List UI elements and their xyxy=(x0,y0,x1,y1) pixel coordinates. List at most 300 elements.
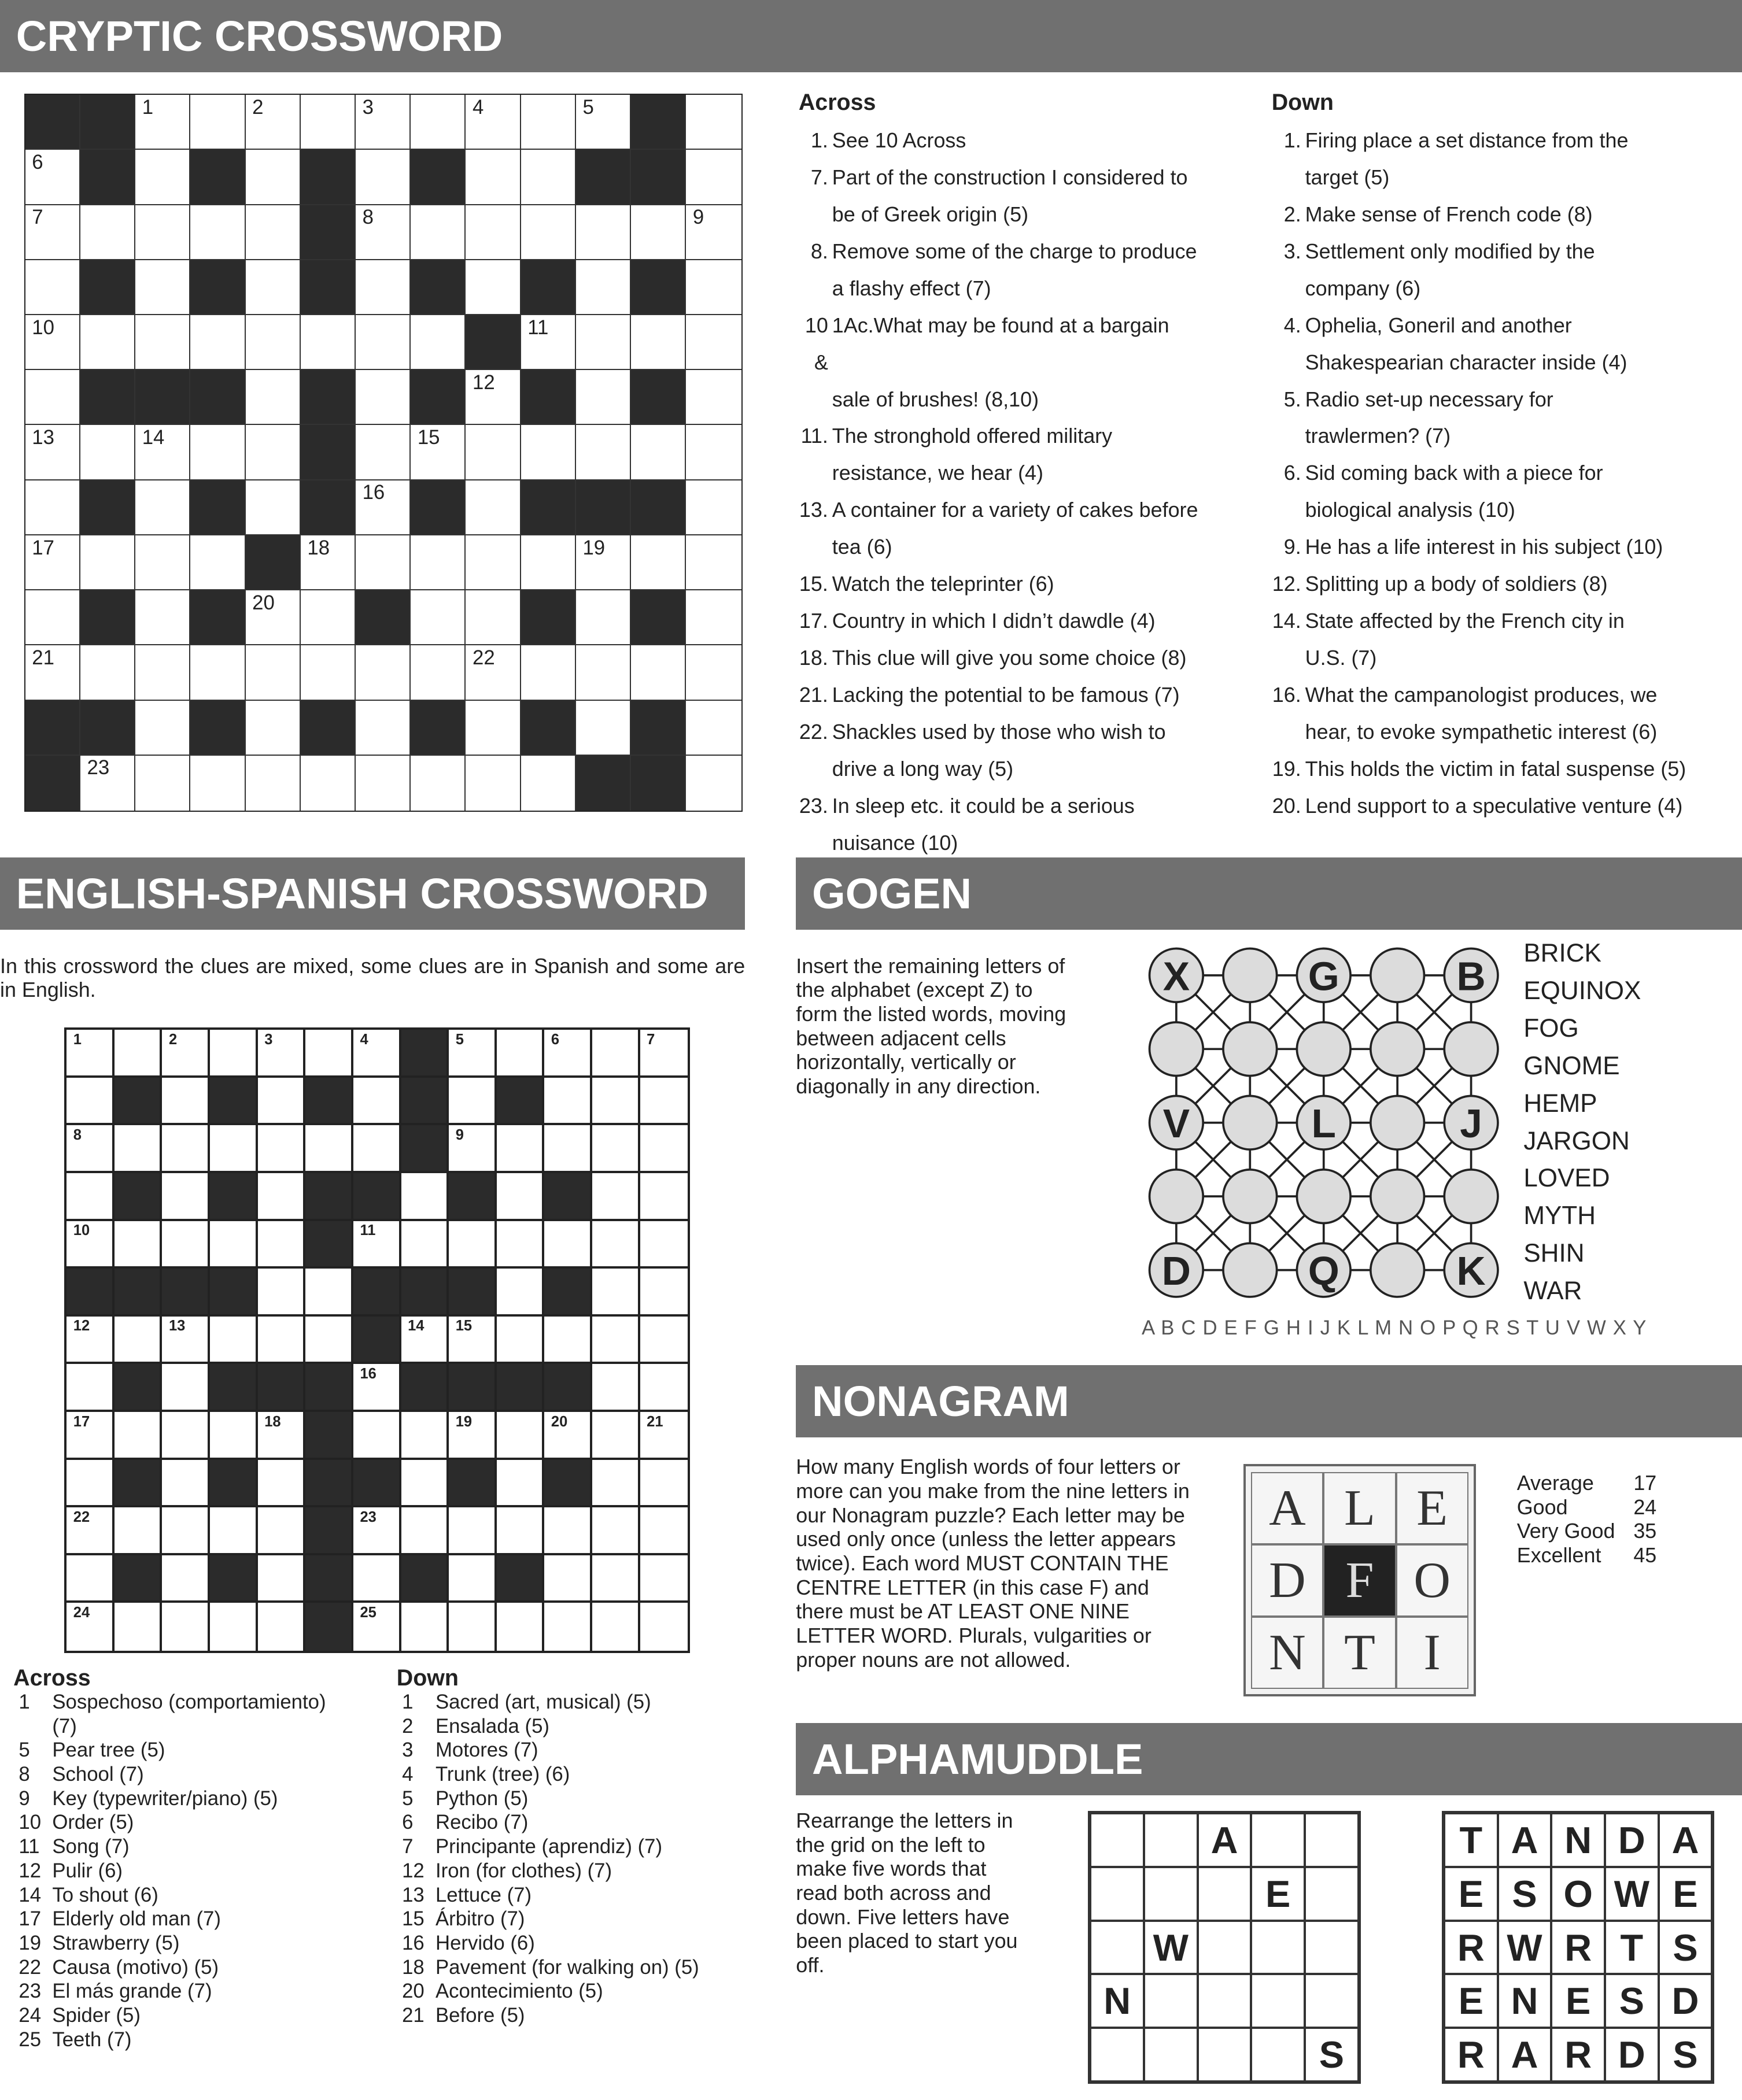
grid-cell[interactable] xyxy=(449,1507,497,1555)
grid-cell[interactable] xyxy=(592,1364,640,1412)
grid-cell[interactable] xyxy=(190,425,245,480)
grid-cell[interactable] xyxy=(258,1555,306,1603)
grid-cell[interactable] xyxy=(356,260,411,315)
grid-cell[interactable] xyxy=(301,590,356,645)
black-cell xyxy=(401,1555,449,1603)
alphamuddle-cell[interactable] xyxy=(1198,1921,1252,1975)
grid-cell[interactable] xyxy=(258,1460,306,1508)
grid-cell[interactable] xyxy=(80,425,135,480)
grid-cell[interactable] xyxy=(258,1030,306,1078)
clue-line xyxy=(397,1907,785,1932)
gogen-cell[interactable] xyxy=(1371,1096,1424,1149)
grid-cell[interactable] xyxy=(162,1603,210,1651)
grid-cell[interactable] xyxy=(80,315,135,370)
grid-cell[interactable] xyxy=(592,1507,640,1555)
grid-cell[interactable] xyxy=(411,756,466,811)
grid-cell[interactable] xyxy=(592,1078,640,1126)
grid-cell[interactable] xyxy=(449,1412,497,1460)
grid-cell[interactable] xyxy=(356,701,411,756)
grid-cell[interactable] xyxy=(25,535,80,590)
grid-cell[interactable] xyxy=(544,1221,592,1269)
gogen-cell[interactable] xyxy=(1223,1022,1277,1076)
gogen-cell[interactable] xyxy=(1371,1243,1424,1297)
clue-text: Causa (motivo) (5) xyxy=(52,1956,219,1979)
grid-cell[interactable] xyxy=(353,1078,401,1126)
grid-cell[interactable] xyxy=(576,370,631,425)
clue-number: 10 xyxy=(73,1222,90,1239)
grid-cell[interactable] xyxy=(686,590,741,645)
gogen-cell[interactable] xyxy=(1223,1243,1277,1297)
grid-cell[interactable] xyxy=(353,1221,401,1269)
grid-cell[interactable] xyxy=(353,1412,401,1460)
grid-cell[interactable] xyxy=(25,480,80,535)
grid-cell[interactable] xyxy=(258,1412,306,1460)
grid-cell[interactable] xyxy=(356,645,411,700)
grid-cell[interactable] xyxy=(686,535,741,590)
grid-cell[interactable] xyxy=(544,1317,592,1365)
clue-text: Pear tree (5) xyxy=(52,1739,165,1762)
grid-cell[interactable] xyxy=(246,260,301,315)
grid-cell[interactable] xyxy=(258,1507,306,1555)
grid-cell[interactable] xyxy=(301,535,356,590)
grid-cell[interactable] xyxy=(356,95,411,150)
grid-cell[interactable] xyxy=(246,480,301,535)
grid-cell[interactable] xyxy=(246,370,301,425)
grid-cell[interactable] xyxy=(258,1078,306,1126)
grid-cell[interactable] xyxy=(258,1173,306,1221)
grid-cell[interactable] xyxy=(401,1221,449,1269)
grid-cell[interactable] xyxy=(401,1507,449,1555)
grid-cell[interactable] xyxy=(210,1221,258,1269)
grid-cell[interactable] xyxy=(246,315,301,370)
alphamuddle-cell[interactable] xyxy=(1251,1813,1305,1867)
grid-cell[interactable] xyxy=(67,1603,115,1651)
grid-cell[interactable] xyxy=(640,1317,688,1365)
grid-cell[interactable] xyxy=(521,645,576,700)
grid-cell[interactable] xyxy=(135,95,190,150)
grid-cell[interactable] xyxy=(592,1125,640,1173)
gogen-cell[interactable] xyxy=(1223,1170,1277,1223)
grid-cell[interactable] xyxy=(631,315,686,370)
grid-cell[interactable] xyxy=(67,1317,115,1365)
grid-cell[interactable] xyxy=(67,1221,115,1269)
grid-cell[interactable] xyxy=(497,1269,545,1317)
grid-cell[interactable] xyxy=(356,756,411,811)
grid-cell[interactable] xyxy=(576,260,631,315)
grid-cell[interactable] xyxy=(210,1030,258,1078)
grid-cell[interactable] xyxy=(246,95,301,150)
grid-cell[interactable] xyxy=(25,150,80,205)
grid-cell[interactable] xyxy=(246,150,301,205)
grid-cell[interactable] xyxy=(576,95,631,150)
gogen-word: GNOME xyxy=(1523,1051,1620,1080)
grid-cell[interactable] xyxy=(544,1030,592,1078)
alphamuddle-cell[interactable] xyxy=(1251,1974,1305,2028)
grid-cell[interactable] xyxy=(190,95,245,150)
grid-cell[interactable] xyxy=(497,1173,545,1221)
grid-cell[interactable] xyxy=(497,1030,545,1078)
alphamuddle-cell[interactable] xyxy=(1090,1921,1144,1975)
grid-cell[interactable] xyxy=(592,1412,640,1460)
grid-cell[interactable] xyxy=(686,480,741,535)
gogen-cell[interactable] xyxy=(1297,1170,1351,1223)
grid-cell[interactable] xyxy=(190,205,245,260)
grid-cell[interactable] xyxy=(210,1412,258,1460)
grid-cell[interactable] xyxy=(162,1078,210,1126)
grid-cell[interactable] xyxy=(162,1317,210,1365)
grid-cell[interactable] xyxy=(466,150,521,205)
grid-cell[interactable] xyxy=(466,645,521,700)
grid-cell[interactable] xyxy=(497,1412,545,1460)
alphamuddle-cell[interactable]: W xyxy=(1144,1921,1198,1975)
grid-cell[interactable] xyxy=(686,370,741,425)
grid-cell[interactable] xyxy=(305,1125,353,1173)
grid-cell[interactable] xyxy=(162,1125,210,1173)
grid-cell[interactable] xyxy=(258,1317,306,1365)
grid-cell[interactable] xyxy=(449,1555,497,1603)
grid-cell[interactable] xyxy=(592,1030,640,1078)
grid-cell[interactable] xyxy=(190,645,245,700)
grid-cell[interactable] xyxy=(25,425,80,480)
grid-cell[interactable] xyxy=(640,1221,688,1269)
grid-cell[interactable] xyxy=(190,535,245,590)
grid-cell[interactable] xyxy=(576,315,631,370)
grid-cell[interactable] xyxy=(115,1603,163,1651)
grid-cell[interactable] xyxy=(686,150,741,205)
grid-cell[interactable] xyxy=(67,1173,115,1221)
grid-cell[interactable] xyxy=(67,1364,115,1412)
grid-cell[interactable] xyxy=(466,95,521,150)
alphamuddle-cell[interactable] xyxy=(1305,1867,1359,1921)
grid-cell[interactable] xyxy=(356,535,411,590)
alphamuddle-cell[interactable] xyxy=(1251,2028,1305,2081)
grid-cell[interactable] xyxy=(686,260,741,315)
grid-cell[interactable] xyxy=(521,425,576,480)
grid-cell[interactable] xyxy=(353,1555,401,1603)
grid-cell[interactable] xyxy=(210,1317,258,1365)
alphamuddle-letter: N xyxy=(1498,1974,1552,2028)
black-cell xyxy=(521,480,576,535)
alphamuddle-cell[interactable]: N xyxy=(1090,1974,1144,2028)
grid-cell[interactable] xyxy=(686,425,741,480)
grid-cell[interactable] xyxy=(411,205,466,260)
alphamuddle-cell[interactable] xyxy=(1144,1974,1198,2028)
grid-cell[interactable] xyxy=(544,1603,592,1651)
grid-cell[interactable] xyxy=(305,1269,353,1317)
grid-cell[interactable] xyxy=(466,370,521,425)
clue-line xyxy=(1266,602,1722,639)
alphamuddle-cell[interactable]: S xyxy=(1305,2028,1359,2081)
grid-cell[interactable] xyxy=(497,1603,545,1651)
grid-cell[interactable] xyxy=(640,1507,688,1555)
grid-cell[interactable] xyxy=(80,205,135,260)
grid-cell[interactable] xyxy=(686,756,741,811)
grid-cell[interactable] xyxy=(301,645,356,700)
grid-cell[interactable] xyxy=(449,1078,497,1126)
gogen-cell[interactable] xyxy=(1223,1096,1277,1149)
grid-cell[interactable] xyxy=(25,370,80,425)
grid-cell[interactable] xyxy=(258,1125,306,1173)
grid-cell[interactable] xyxy=(356,370,411,425)
grid-cell[interactable] xyxy=(576,535,631,590)
grid-cell[interactable] xyxy=(25,315,80,370)
alphamuddle-cell[interactable] xyxy=(1144,1813,1198,1867)
grid-cell[interactable] xyxy=(640,1125,688,1173)
grid-cell[interactable] xyxy=(497,1507,545,1555)
grid-cell[interactable] xyxy=(640,1269,688,1317)
grid-cell[interactable] xyxy=(25,645,80,700)
grid-cell[interactable] xyxy=(301,315,356,370)
grid-cell[interactable] xyxy=(135,425,190,480)
grid-cell[interactable] xyxy=(135,260,190,315)
grid-cell[interactable] xyxy=(521,756,576,811)
grid-cell[interactable] xyxy=(521,535,576,590)
grid-cell[interactable] xyxy=(640,1460,688,1508)
grid-cell[interactable] xyxy=(115,1030,163,1078)
grid-cell[interactable] xyxy=(466,260,521,315)
grid-cell[interactable] xyxy=(592,1221,640,1269)
grid-cell[interactable] xyxy=(449,1317,497,1365)
black-cell xyxy=(115,1078,163,1126)
grid-cell[interactable] xyxy=(80,645,135,700)
grid-cell[interactable] xyxy=(592,1555,640,1603)
grid-cell[interactable] xyxy=(640,1364,688,1412)
grid-cell[interactable] xyxy=(411,535,466,590)
gogen-cell[interactable] xyxy=(1150,1022,1204,1076)
alphamuddle-cell[interactable] xyxy=(1090,2028,1144,2081)
grid-cell[interactable] xyxy=(353,1603,401,1651)
grid-cell[interactable] xyxy=(449,1603,497,1651)
grid-cell[interactable] xyxy=(190,315,245,370)
clue-line xyxy=(1266,565,1722,602)
grid-cell[interactable] xyxy=(686,701,741,756)
grid-cell[interactable] xyxy=(115,1412,163,1460)
grid-cell[interactable] xyxy=(401,1173,449,1221)
grid-cell[interactable] xyxy=(592,1603,640,1651)
grid-cell[interactable] xyxy=(80,756,135,811)
alphamuddle-cell[interactable] xyxy=(1090,1813,1144,1867)
grid-cell[interactable] xyxy=(592,1317,640,1365)
grid-cell[interactable] xyxy=(356,425,411,480)
gogen-cell[interactable] xyxy=(1445,1170,1499,1223)
grid-cell[interactable] xyxy=(246,425,301,480)
grid-cell[interactable] xyxy=(67,1078,115,1126)
grid-cell[interactable] xyxy=(449,1125,497,1173)
grid-cell[interactable] xyxy=(135,205,190,260)
grid-cell[interactable] xyxy=(576,701,631,756)
alphamuddle-letter: T xyxy=(1605,1921,1659,1975)
grid-cell[interactable] xyxy=(466,425,521,480)
grid-cell[interactable] xyxy=(135,480,190,535)
grid-cell[interactable] xyxy=(640,1078,688,1126)
grid-cell[interactable] xyxy=(576,425,631,480)
grid-cell[interactable] xyxy=(401,1603,449,1651)
grid-cell[interactable] xyxy=(592,1460,640,1508)
grid-cell[interactable] xyxy=(115,1125,163,1173)
gogen-cell[interactable] xyxy=(1371,948,1424,1002)
grid-cell[interactable] xyxy=(135,315,190,370)
alphamuddle-cell[interactable] xyxy=(1251,1921,1305,1975)
grid-cell[interactable] xyxy=(544,1555,592,1603)
grid-cell[interactable] xyxy=(210,1603,258,1651)
gogen-cell[interactable] xyxy=(1223,948,1277,1002)
grid-cell[interactable] xyxy=(80,535,135,590)
grid-cell[interactable] xyxy=(631,535,686,590)
grid-cell[interactable] xyxy=(497,1221,545,1269)
grid-cell[interactable] xyxy=(576,590,631,645)
grid-cell[interactable] xyxy=(497,1317,545,1365)
grid-cell[interactable] xyxy=(631,425,686,480)
grid-cell[interactable] xyxy=(258,1603,306,1651)
grid-cell[interactable] xyxy=(497,1460,545,1508)
grid-cell[interactable] xyxy=(631,645,686,700)
alphamuddle-cell[interactable] xyxy=(1198,1867,1252,1921)
grid-cell[interactable] xyxy=(67,1125,115,1173)
alphamuddle-cell[interactable]: E xyxy=(1251,1867,1305,1921)
alphamuddle-cell[interactable] xyxy=(1305,1974,1359,2028)
grid-cell[interactable] xyxy=(135,701,190,756)
grid-cell[interactable] xyxy=(115,1221,163,1269)
grid-cell[interactable] xyxy=(640,1412,688,1460)
grid-cell[interactable] xyxy=(576,205,631,260)
grid-cell[interactable] xyxy=(67,1555,115,1603)
grid-cell[interactable] xyxy=(135,150,190,205)
grid-cell[interactable] xyxy=(356,315,411,370)
grid-cell[interactable] xyxy=(246,590,301,645)
grid-cell[interactable] xyxy=(353,1507,401,1555)
grid-cell[interactable] xyxy=(544,1412,592,1460)
grid-cell[interactable] xyxy=(401,1412,449,1460)
alphamuddle-cell[interactable] xyxy=(1144,2028,1198,2081)
grid-cell[interactable] xyxy=(353,1125,401,1173)
grid-cell[interactable] xyxy=(25,260,80,315)
grid-cell[interactable] xyxy=(353,1030,401,1078)
grid-cell[interactable] xyxy=(640,1030,688,1078)
grid-cell[interactable] xyxy=(246,205,301,260)
grid-cell[interactable] xyxy=(25,205,80,260)
grid-cell[interactable] xyxy=(25,590,80,645)
grid-cell[interactable] xyxy=(401,1317,449,1365)
gogen-cell[interactable] xyxy=(1297,1022,1351,1076)
grid-cell[interactable] xyxy=(592,1269,640,1317)
grid-cell[interactable] xyxy=(162,1507,210,1555)
grid-cell[interactable] xyxy=(401,1460,449,1508)
grid-cell[interactable] xyxy=(521,150,576,205)
grid-cell[interactable] xyxy=(631,205,686,260)
grid-cell[interactable] xyxy=(640,1603,688,1651)
grid-cell[interactable] xyxy=(411,590,466,645)
grid-cell[interactable] xyxy=(135,756,190,811)
grid-cell[interactable] xyxy=(301,756,356,811)
alphamuddle-cell[interactable] xyxy=(1198,2028,1252,2081)
grid-cell[interactable] xyxy=(135,590,190,645)
grid-cell[interactable] xyxy=(576,645,631,700)
grid-cell[interactable] xyxy=(686,95,741,150)
grid-cell[interactable] xyxy=(353,1364,401,1412)
grid-cell[interactable] xyxy=(162,1460,210,1508)
grid-cell[interactable] xyxy=(115,1317,163,1365)
grid-cell[interactable] xyxy=(162,1173,210,1221)
grid-cell[interactable] xyxy=(356,205,411,260)
grid-cell[interactable] xyxy=(466,756,521,811)
grid-cell[interactable] xyxy=(210,1507,258,1555)
alphamuddle-cell[interactable] xyxy=(1144,1867,1198,1921)
grid-cell[interactable] xyxy=(521,205,576,260)
grid-cell[interactable] xyxy=(411,95,466,150)
alphamuddle-cell[interactable] xyxy=(1090,1867,1144,1921)
grid-cell[interactable] xyxy=(356,150,411,205)
grid-cell[interactable] xyxy=(246,701,301,756)
grid-cell[interactable] xyxy=(67,1412,115,1460)
grid-cell[interactable] xyxy=(258,1221,306,1269)
grid-cell[interactable] xyxy=(449,1030,497,1078)
grid-cell[interactable] xyxy=(449,1221,497,1269)
grid-cell[interactable] xyxy=(190,756,245,811)
grid-cell[interactable] xyxy=(356,480,411,535)
grid-cell[interactable] xyxy=(544,1125,592,1173)
grid-cell[interactable] xyxy=(162,1412,210,1460)
grid-cell[interactable] xyxy=(411,315,466,370)
grid-cell[interactable] xyxy=(305,1317,353,1365)
gogen-cell[interactable] xyxy=(1371,1170,1424,1223)
grid-cell[interactable] xyxy=(521,95,576,150)
grid-cell[interactable] xyxy=(544,1507,592,1555)
grid-cell[interactable] xyxy=(115,1507,163,1555)
grid-cell[interactable] xyxy=(466,535,521,590)
grid-cell[interactable] xyxy=(544,1078,592,1126)
grid-cell[interactable] xyxy=(246,645,301,700)
alphamuddle-cell[interactable] xyxy=(1305,1921,1359,1975)
grid-cell[interactable] xyxy=(640,1555,688,1603)
grid-cell[interactable] xyxy=(210,1125,258,1173)
grid-cell[interactable] xyxy=(305,1030,353,1078)
grid-cell[interactable] xyxy=(411,645,466,700)
grid-cell[interactable] xyxy=(258,1269,306,1317)
gogen-cell[interactable] xyxy=(1445,1022,1499,1076)
grid-cell[interactable] xyxy=(686,645,741,700)
grid-cell[interactable] xyxy=(466,205,521,260)
alphamuddle-cell[interactable] xyxy=(1305,1813,1359,1867)
alphamuddle-cell[interactable] xyxy=(1198,1974,1252,2028)
grid-cell[interactable] xyxy=(67,1460,115,1508)
clue-line xyxy=(397,1859,785,1884)
gogen-cell[interactable] xyxy=(1371,1022,1424,1076)
grid-cell[interactable] xyxy=(135,645,190,700)
gogen-letter: X xyxy=(1163,953,1190,999)
grid-cell[interactable] xyxy=(411,425,466,480)
grid-cell[interactable] xyxy=(686,315,741,370)
grid-cell[interactable] xyxy=(466,590,521,645)
alphamuddle-cell[interactable]: A xyxy=(1198,1813,1252,1867)
grid-cell[interactable] xyxy=(246,756,301,811)
grid-cell[interactable] xyxy=(135,535,190,590)
grid-cell[interactable] xyxy=(162,1221,210,1269)
grid-cell[interactable] xyxy=(162,1364,210,1412)
grid-cell[interactable] xyxy=(521,315,576,370)
grid-cell[interactable] xyxy=(592,1173,640,1221)
grid-cell[interactable] xyxy=(301,95,356,150)
grid-cell[interactable] xyxy=(162,1030,210,1078)
grid-cell[interactable] xyxy=(466,701,521,756)
grid-cell[interactable] xyxy=(162,1555,210,1603)
grid-cell[interactable] xyxy=(67,1507,115,1555)
grid-cell[interactable] xyxy=(497,1125,545,1173)
grid-cell[interactable] xyxy=(67,1030,115,1078)
grid-cell[interactable] xyxy=(686,205,741,260)
gogen-cell[interactable] xyxy=(1150,1170,1204,1223)
grid-cell[interactable] xyxy=(640,1173,688,1221)
grid-cell[interactable] xyxy=(466,480,521,535)
